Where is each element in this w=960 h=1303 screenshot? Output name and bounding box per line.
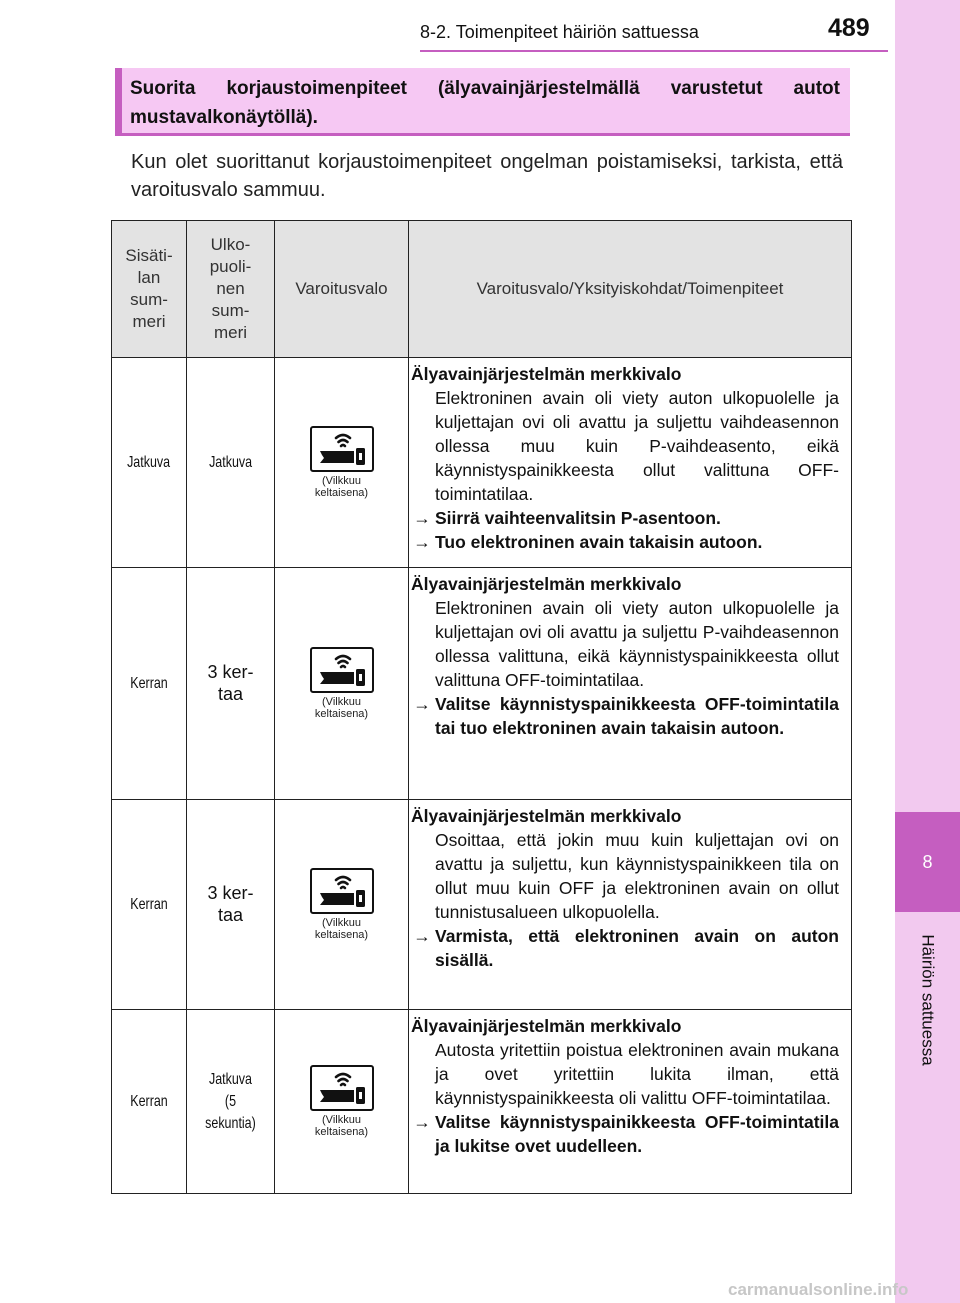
action-item (409, 506, 839, 530)
arrow-right-icon: → (413, 926, 431, 946)
details-title: Älyavainjärjestelmän merkkivalo (411, 364, 682, 384)
interior-buzzer-cell (112, 800, 187, 1010)
exterior-buzzer-text: Jatkuva (208, 453, 252, 471)
warning-light (310, 647, 374, 720)
chapter-title-box (895, 912, 960, 1087)
exterior-buzzer-cell (187, 1010, 275, 1194)
action-item (409, 530, 839, 554)
warning-light (310, 426, 374, 499)
action-text: Varmista, että elektroninen avain on auton sisällä. (435, 926, 839, 970)
smart-key-warning-icon (310, 426, 374, 472)
light-caption: (Vilkkuu keltaisena) (314, 475, 369, 499)
light-caption: (Vilkkuu keltaisena) (314, 917, 369, 941)
smart-key-warning-icon (310, 1065, 374, 1111)
table-row (112, 568, 852, 800)
callout-title: Suorita korjaustoimenpiteet (älyavainjärjestelmällä varustetut autot mustavalkonäytöllä). (130, 78, 840, 128)
interior-buzzer-text: Kerran (130, 674, 168, 692)
details-body: Autosta yritettiin poistua elektroninen avain mukana ja ovet yritettiin lukita ilman, että käynnistyspainikkeesta oli valittu OFF-toimintatilaa. (435, 1040, 839, 1108)
interior-buzzer-cell (112, 1010, 187, 1194)
arrow-right-icon: → (413, 508, 431, 528)
interior-buzzer-text: Kerran (130, 1092, 168, 1110)
details-body: Osoittaa, että jokin muu kuin kuljettajan ovi on avattu ja suljettu, kun käynnistyspainikkeen tila on ollut muu kuin OFF ja elektroninen avain on ollut tunnistusalueen ulkopuolella. (435, 830, 839, 922)
warning-light-cell (275, 800, 409, 1010)
light-caption: (Vilkkuu keltaisena) (314, 696, 369, 720)
details-title: Älyavainjärjestelmän merkkivalo (411, 806, 682, 826)
header-divider (420, 50, 888, 52)
exterior-buzzer-text: Jatkuva (5 sekuntia) (205, 1070, 256, 1132)
exterior-buzzer-cell (187, 358, 275, 568)
interior-buzzer-cell (112, 358, 187, 568)
details-cell (409, 568, 852, 800)
chapter-title: Häiriön sattuessa (918, 933, 938, 1066)
page-number: 489 (828, 14, 870, 42)
arrow-right-icon: → (413, 532, 431, 552)
action-item (409, 924, 839, 972)
details-body: Elektroninen avain oli viety auton ulkopuolelle ja kuljettajan ovi oli avattu ja suljettu P-vaihdeasennon ollessa valittuna, eikä käynnistyspainikkeesta ollut valittuna OFF-toimintatilaa. (435, 598, 839, 690)
exterior-buzzer-cell (187, 568, 275, 800)
details-title: Älyavainjärjestelmän merkkivalo (411, 1016, 682, 1036)
details-title: Älyavainjärjestelmän merkkivalo (411, 574, 682, 594)
table-row (112, 1010, 852, 1194)
action-text: Tuo elektroninen avain takaisin autoon. (435, 532, 763, 552)
smart-key-warning-icon (310, 868, 374, 914)
arrow-right-icon: → (413, 1112, 431, 1132)
table-header-row (112, 221, 852, 358)
header-exterior-buzzer: Ulko- puoli- nen sum- meri (187, 221, 275, 358)
details-body: Elektroninen avain oli viety auton ulkopuolelle ja kuljettajan ovi oli avattu ja suljettu vaihdeasennon ollessa muu kuin P-vaihdeasento, eikä käynnistyspainikkeesta ollut valittuna OFF-toimintatilaa. (435, 388, 839, 504)
interior-buzzer-text: Jatkuva (127, 453, 171, 471)
interior-buzzer-text: Kerran (130, 895, 168, 913)
header-warning-light: Varoitusvalo (275, 221, 409, 358)
warning-light-cell (275, 568, 409, 800)
action-text: Valitse käynnistyspainikkeesta OFF-toimintatila ja lukitse ovet uudelleen. (435, 1112, 839, 1156)
chapter-side-tab (895, 0, 960, 1303)
intro-paragraph: Kun olet suorittanut korjaustoimenpiteet ongelman poistamiseksi, tarkista, että varoitusvalo sammuu. (131, 151, 843, 201)
action-text: Siirrä vaihteenvalitsin P-asentoon. (435, 508, 721, 528)
exterior-buzzer-cell (187, 800, 275, 1010)
warning-table (111, 220, 852, 1194)
header-interior-buzzer: Sisäti- lan sum- meri (112, 221, 187, 358)
warning-light-cell (275, 1010, 409, 1194)
chapter-number: 8 (922, 851, 933, 872)
callout-accent-bar (115, 68, 122, 136)
action-item (409, 1110, 839, 1158)
exterior-buzzer-text: 3 ker- taa (207, 882, 254, 925)
details-cell (409, 1010, 852, 1194)
chapter-number-box (895, 812, 960, 912)
table-row (112, 358, 852, 568)
smart-key-warning-icon (310, 647, 374, 693)
action-item (409, 692, 839, 740)
action-text: Valitse käynnistyspainikkeesta OFF-toimintatila tai tuo elektroninen avain takaisin autoon. (435, 694, 839, 738)
details-cell (409, 358, 852, 568)
watermark: carmanualsonline.info (728, 1280, 909, 1299)
table-row (112, 800, 852, 1010)
light-caption: (Vilkkuu keltaisena) (314, 1114, 369, 1138)
arrow-right-icon: → (413, 694, 431, 714)
header-details: Varoitusvalo/Yksityiskohdat/Toimenpiteet (409, 221, 852, 358)
section-heading: 8-2. Toimenpiteet häiriön sattuessa (420, 22, 699, 42)
warning-light (310, 868, 374, 941)
warning-light-cell (275, 358, 409, 568)
details-cell (409, 800, 852, 1010)
exterior-buzzer-text: 3 ker- taa (207, 661, 254, 704)
warning-light (310, 1065, 374, 1138)
interior-buzzer-cell (112, 568, 187, 800)
